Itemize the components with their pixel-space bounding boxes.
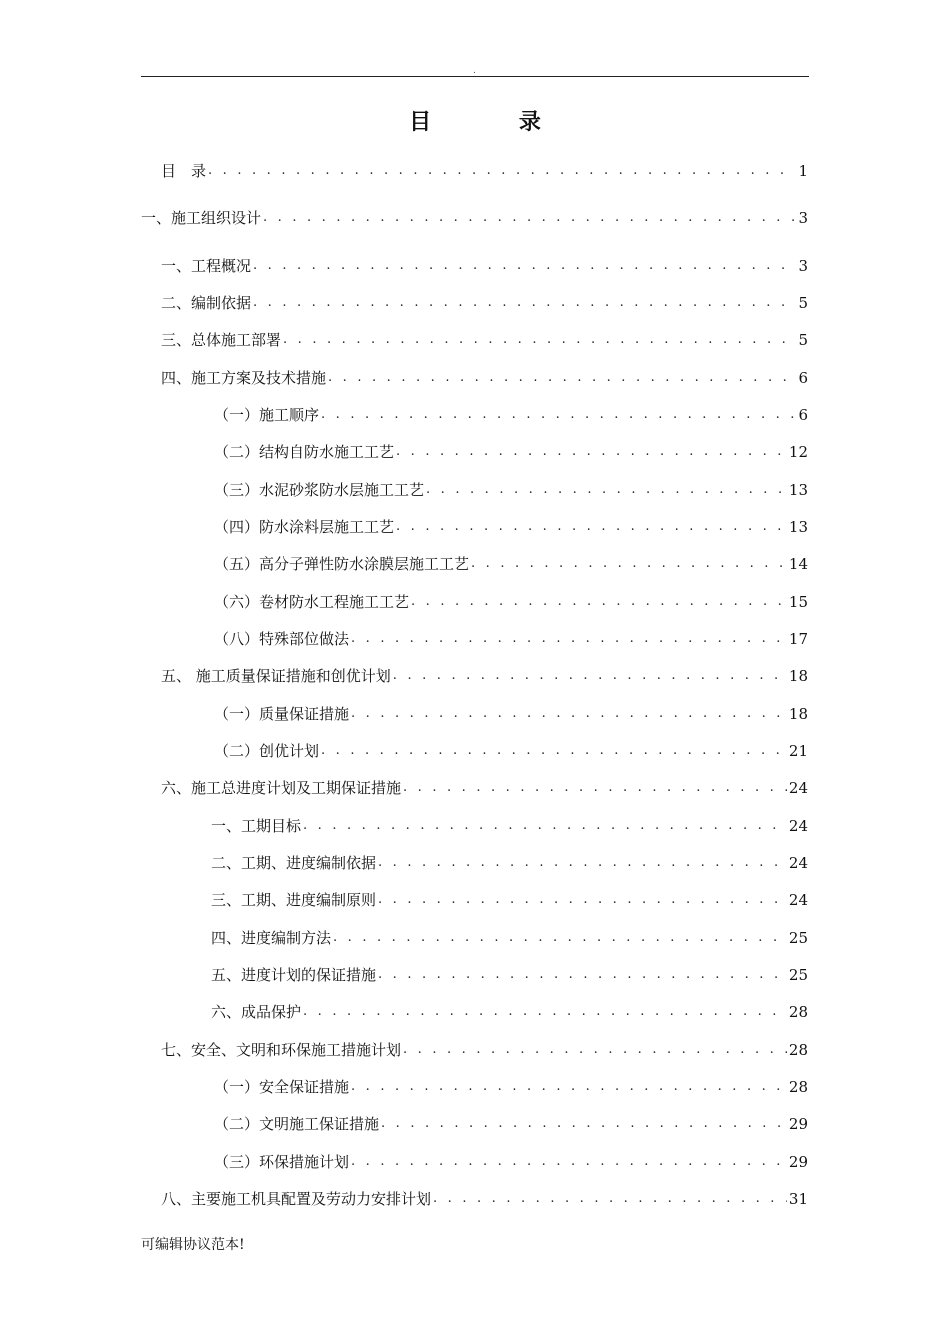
toc-dot-leader [351,1152,787,1172]
toc-entry-label: （八）特殊部位做法 [214,630,350,648]
toc-entry-page-number: 3 [798,257,808,275]
toc-dot-leader [321,741,787,761]
header-mark: . [473,66,476,76]
toc-entry[interactable] [211,886,808,910]
toc-entry-label: （一）安全保证措施 [214,1078,350,1096]
toc-dot-leader [351,704,787,724]
toc-dot-leader [303,816,787,836]
toc-entry-page-number: 5 [798,331,808,349]
toc-entry[interactable] [161,326,808,350]
toc-entry-page-number: 3 [798,209,808,227]
toc-dot-leader [253,293,794,313]
toc-dot-leader [328,368,794,388]
toc-entry-page-number: 15 [788,593,808,611]
toc-entry[interactable] [214,588,808,612]
toc-entry-label: 四、进度编制方法 [211,929,332,947]
toc-entry-page-number: 1 [798,162,808,180]
toc-entry[interactable] [214,625,808,649]
toc-entry[interactable] [211,924,808,948]
toc-entry[interactable] [211,849,808,873]
toc-dot-leader [351,629,787,649]
toc-entry-page-number: 13 [788,518,808,536]
toc-entry-page-number: 17 [788,630,808,648]
toc-entry[interactable] [214,476,808,500]
toc-entry-label: 四、施工方案及技术措施 [161,369,327,387]
toc-dot-leader [378,853,787,873]
toc-entry-page-number: 5 [798,294,808,312]
toc-entry-page-number: 24 [788,854,808,872]
toc-entry-label: 六、施工总进度计划及工期保证措施 [161,779,402,797]
toc-entry[interactable] [214,1073,808,1097]
toc-entry-page-number: 14 [788,555,808,573]
toc-dot-leader [378,890,787,910]
toc-entry-page-number: 28 [788,1041,808,1059]
toc-dot-leader [381,1114,787,1134]
toc-dot-leader [393,666,787,686]
toc-dot-leader [403,1040,787,1060]
toc-entry-label: 一、施工组织设计 [141,209,262,227]
toc-dot-leader [351,1077,787,1097]
toc-entry[interactable] [161,364,808,388]
toc-entry-page-number: 6 [798,406,808,424]
toc-entry-label: （三）水泥砂浆防水层施工工艺 [214,481,425,499]
toc-entry[interactable] [141,204,808,228]
toc-entry[interactable] [161,157,808,181]
toc-entry-page-number: 13 [788,481,808,499]
toc-dot-leader [303,1002,787,1022]
toc-entry[interactable] [214,1110,808,1134]
toc-entry-label: 二、编制依据 [161,294,252,312]
toc-entry-page-number: 18 [788,667,808,685]
toc-entry-label: （一）施工顺序 [214,406,320,424]
toc-entry-page-number: 18 [788,705,808,723]
toc-entry-page-number: 28 [788,1078,808,1096]
toc-entry[interactable] [161,252,808,276]
toc-entry[interactable] [211,961,808,985]
toc-entry-page-number: 24 [788,891,808,909]
footer-note: 可编辑协议范本! [141,1237,245,1253]
toc-entry[interactable] [214,513,808,537]
toc-dot-leader [433,1189,787,1209]
toc-entry-page-number: 25 [788,966,808,984]
toc-dot-leader [411,592,787,612]
toc-entry-label: （二）创优计划 [214,742,320,760]
toc-entry-label: 一、工期目标 [211,817,302,835]
toc-entry[interactable] [161,1185,808,1209]
header-rule [141,76,809,77]
toc-entry-label: （一）质量保证措施 [214,705,350,723]
toc-dot-leader [396,517,787,537]
toc-dot-leader [426,480,787,500]
toc-entry[interactable] [214,438,808,462]
toc-entry-label: 六、成品保护 [211,1003,302,1021]
toc-entry-label: （五）高分子弹性防水涂膜层施工工艺 [214,555,470,573]
toc-entry-label: （二）文明施工保证措施 [214,1115,380,1133]
page-title: 目 录 [409,110,581,135]
toc-entry[interactable] [211,998,808,1022]
toc-entry-label: 五、 施工质量保证措施和创优计划 [161,667,391,685]
toc-entry-page-number: 12 [788,443,808,461]
toc-entry-label: （六）卷材防水工程施工工艺 [214,593,410,611]
toc-dot-leader [253,256,794,276]
toc-entry[interactable] [211,812,808,836]
toc-entry-label: （三）环保措施计划 [214,1153,350,1171]
toc-entry-label: （四）防水涂料层施工工艺 [214,518,395,536]
toc-entry-label: 三、工期、进度编制原则 [211,891,377,909]
toc-entry-page-number: 24 [788,817,808,835]
toc-entry-label: 八、主要施工机具配置及劳动力安排计划 [161,1190,432,1208]
toc-entry[interactable] [161,1036,808,1060]
toc-dot-leader [471,554,787,574]
toc-dot-leader [378,965,787,985]
toc-entry-page-number: 29 [788,1153,808,1171]
toc-dot-leader [321,405,794,425]
toc-entry-page-number: 29 [788,1115,808,1133]
toc-entry-page-number: 24 [788,779,808,797]
toc-entry-page-number: 28 [788,1003,808,1021]
toc-entry-label: 二、工期、进度编制依据 [211,854,377,872]
toc-entry-page-number: 25 [788,929,808,947]
toc-entry-label: 目 录 [161,162,207,180]
toc-entry-page-number: 6 [798,369,808,387]
toc-entry-label: 一、工程概况 [161,257,252,275]
toc-entry[interactable] [161,774,808,798]
toc-dot-leader [403,778,787,798]
toc-entry[interactable] [161,662,808,686]
toc-dot-leader [396,442,787,462]
toc-entry-label: 三、总体施工部署 [161,331,282,349]
toc-entry-label: 五、进度计划的保证措施 [211,966,377,984]
toc-entry[interactable] [214,550,808,574]
toc-dot-leader [283,330,794,350]
toc-entry[interactable] [214,1148,808,1172]
toc-dot-leader [208,161,794,181]
toc-entry-label: 七、安全、文明和环保施工措施计划 [161,1041,402,1059]
toc-dot-leader [333,928,787,948]
toc-entry[interactable] [214,700,808,724]
toc-entry-page-number: 21 [788,742,808,760]
toc-entry[interactable] [214,401,808,425]
toc-entry[interactable] [161,289,808,313]
toc-entry[interactable] [214,737,808,761]
toc-entry-page-number: 31 [788,1190,808,1208]
toc-dot-leader [263,208,794,228]
toc-entry-label: （二）结构自防水施工工艺 [214,443,395,461]
